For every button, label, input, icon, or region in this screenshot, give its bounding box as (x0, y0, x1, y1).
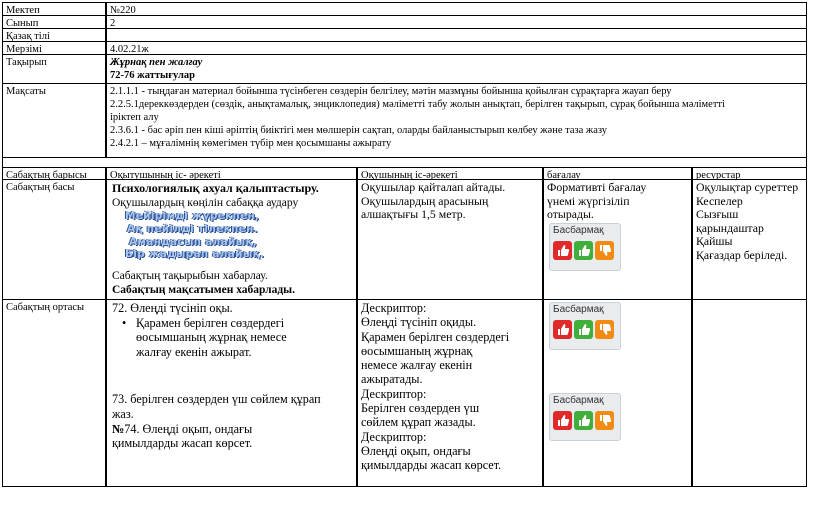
thumb-up-icon (553, 241, 572, 260)
resource-item: қарындаштар (696, 220, 764, 235)
psych-title: Психологиялық ахуал қалыптастыру. (112, 181, 319, 195)
descriptor-title: Дескриптор: (361, 429, 427, 444)
col-teacher: Оқытушының іс- әрекеті (106, 167, 357, 180)
thumb-up-icon (553, 411, 572, 430)
resource-item: Қайшы (696, 234, 733, 248)
number-sign: № (112, 421, 125, 436)
resource-item: Қағаздар беріледі. (696, 247, 788, 262)
goal-item: 2.1.1.1 - тыңдаған материал бойынша түсінбеген сөздерін белгілеу, мәтін мазмұны бойынша қойылған сұрақтарға жауап беру (110, 86, 672, 97)
exercise-73-cont: жаз. (112, 406, 134, 421)
descriptor-line: Қарамен берілген сөздердегі (361, 329, 510, 344)
thumb-up-icon (574, 411, 593, 430)
assessment-line: үнемі жүргізіліп (547, 193, 630, 208)
subject-value (106, 28, 807, 42)
descriptor-title: Дескриптор: (361, 301, 427, 315)
vote-label: Басбармақ (553, 304, 604, 315)
student-middle-cell (357, 299, 543, 487)
col-assessment: бағалау (543, 167, 692, 180)
vote-label: Басбармақ (553, 395, 604, 406)
topic-exercises: 72-76 жаттығулар (110, 70, 195, 81)
exercise-72: 72. Өлеңді түсініп оқы. (112, 301, 233, 315)
goals-list (106, 83, 807, 158)
thumb-up-icon (574, 241, 593, 260)
exercise-72-task: жалғау екенін ажырат. (136, 344, 252, 359)
student-line: Оқушылардың арасының (361, 193, 489, 208)
thumbs-vote-widget (549, 302, 621, 350)
thumb-down-icon (595, 411, 614, 430)
poem-line: Ақ пейілді тілекпен. (127, 222, 258, 235)
descriptor-line: ажыратады. (361, 372, 423, 387)
subject-label: Қазақ тілі (2, 28, 106, 42)
thumbs-vote-widget (549, 393, 621, 441)
goal-item: 2.4.2.1 – мұғалімнің көмегімен түбір мен қосымшаны ажырату (110, 138, 392, 149)
student-start-cell (357, 179, 543, 300)
topic-value (106, 54, 807, 84)
goal-item: 2.2.5.1дереккөздерден (сөздік, анықтамалық, энциклопедия) мәліметті табу жолын анықтап, берілген тақырып, сұрақ бойынша мәліметті (110, 99, 725, 110)
exercise-72-task: өосымшаның жұрнақ немесе (136, 330, 287, 345)
poem-line: Амандасып алайық, (129, 235, 258, 248)
exercise-73: 73. берілген сөздерден үш сөйлем құрап (112, 392, 321, 407)
col-stage: Сабақтың барысы (2, 167, 106, 180)
col-resources: ресурстар (692, 167, 807, 180)
col-student: Оқушының іс-әрекеті (357, 167, 543, 180)
stage-start: Сабақтың басы (2, 179, 106, 300)
assessment-line: Формативті бағалау (547, 180, 647, 194)
resource-item: Кеспелер (696, 193, 743, 208)
poem-line: Мейірімді жүрекпен, (125, 210, 260, 222)
teacher-attention-line: Оқушылардың көңілін сабаққа аудару (112, 196, 299, 209)
student-line: алшақтығы 1,5 метр. (361, 207, 466, 221)
thumb-down-icon (595, 241, 614, 260)
topic-announce: Сабақтың тақырыбын хабарлау. (112, 270, 268, 282)
school-value: №220 (106, 2, 807, 16)
topic-title: Жұрнақ пен жалғау (110, 57, 203, 68)
exercise-74: №74. Өлеңді оқып, ондағы (112, 421, 253, 436)
date-value: 4.02.21ж (106, 41, 807, 55)
goals-label: Мақсаты (2, 83, 106, 158)
teacher-start-cell (106, 179, 357, 300)
descriptor-title: Дескриптор: (361, 386, 427, 401)
goal-item: іріктеп алу (110, 112, 159, 123)
thumb-up-icon (574, 320, 593, 339)
vote-label: Басбармақ (553, 225, 604, 236)
resource-item: Сызғыш (696, 207, 739, 221)
poem-line: Бір жадырап алайық. (125, 248, 265, 261)
teacher-middle-cell (106, 299, 357, 487)
thumb-down-icon (595, 320, 614, 339)
descriptor-line: сөйлем құрап жазады. (361, 415, 476, 430)
assessment-middle-cell (543, 299, 692, 487)
descriptor-line: өосымшаның жұрнақ (361, 343, 473, 358)
resource-item: Оқулықтар суреттер (696, 180, 799, 194)
student-line: Оқушылар қайталап айтады. (361, 180, 506, 194)
descriptor-line: немесе жалғау екенін (361, 358, 473, 373)
resources-cell (692, 179, 807, 300)
goal-item: 2.3.6.1 - бас әріп пен кіші әріптің биіктігі мен мөлшерін сақтап, оларды байланыстырып көлбеу және таза жазу (110, 125, 608, 136)
thumb-up-icon (553, 320, 572, 339)
stage-middle: Сабақтың ортасы (2, 299, 106, 487)
descriptor-line: Өлеңді түсініп оқиды. (361, 315, 477, 330)
resources-middle-cell (692, 299, 807, 487)
assessment-line: отырады. (547, 207, 594, 221)
grade-value: 2 (106, 15, 807, 29)
descriptor-line: қимылдарды жасап көрсет. (361, 458, 502, 473)
grade-label: Сынып (2, 15, 106, 29)
topic-label: Тақырып (2, 54, 106, 84)
greeting-poem (123, 210, 323, 261)
exercise-72-task: Қарамен берілген сөздердегі (136, 315, 285, 330)
exercise-74-cont: қимылдарды жасап көрсет. (112, 436, 253, 451)
goal-announce: Сабақтың мақсатымен хабарлады. (112, 284, 296, 296)
descriptor-line: Берілген сөздерден үш (361, 401, 480, 416)
school-label: Мектеп (2, 2, 106, 16)
assessment-start-cell (543, 179, 692, 300)
thumbs-vote-widget (549, 223, 621, 271)
descriptor-line: Өлеңді оқып, ондағы (361, 443, 471, 458)
date-label: Мерзімі (2, 41, 106, 55)
